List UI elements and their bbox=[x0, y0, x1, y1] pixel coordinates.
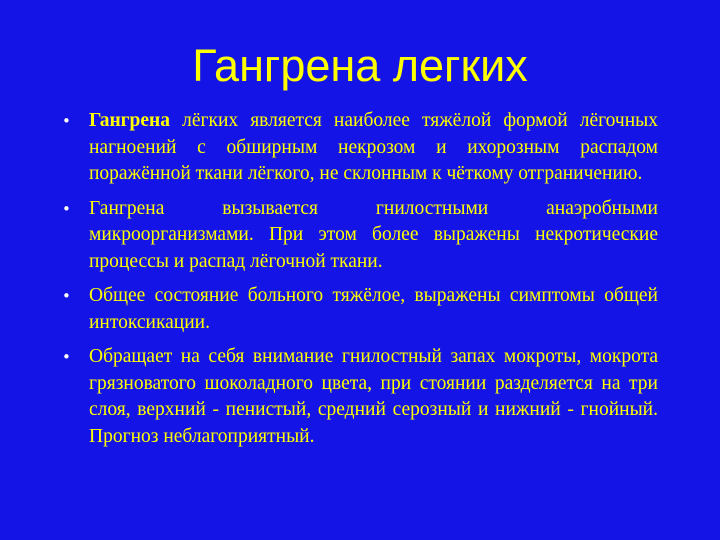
bullet-marker: • bbox=[62, 112, 71, 130]
bullet-marker: • bbox=[62, 287, 71, 305]
bullet-marker: • bbox=[62, 348, 71, 366]
bullet-text: лёгких является наиболее тяжёлой формой лёгочных нагноений с обширным некрозом и ихорозным распадом поражённой ткани лёгкого, не склонным к чёткому отграничению. bbox=[89, 110, 658, 184]
bullet-text: Обращает на себя внимание гнилостный запах мокроты, мокрота грязноватого шоколадного цвета, при стоянии разделяется на три слоя, верхний - пенистый, средний серозный и нижний - гнойный. Прогноз неблагоприятный. bbox=[89, 346, 658, 447]
bullet-item bbox=[62, 108, 658, 188]
bullet-text: Общее состояние больного тяжёлое, выражены симптомы общей интоксикации. bbox=[89, 285, 658, 333]
bullet-bold-text: Гангрена bbox=[89, 110, 171, 131]
slide-title: Гангрена легких bbox=[192, 40, 528, 91]
bullet-list bbox=[62, 108, 658, 458]
bullet-marker: • bbox=[62, 199, 71, 218]
bullet-item bbox=[62, 344, 658, 450]
bullet-item bbox=[62, 283, 658, 336]
bullet-item bbox=[62, 196, 658, 276]
bullet-text: Гангрена вызывается гнилостными анаэробными микроорганизмами. При этом более выражены некротические процессы и распад лёгочной ткани. bbox=[89, 197, 658, 272]
